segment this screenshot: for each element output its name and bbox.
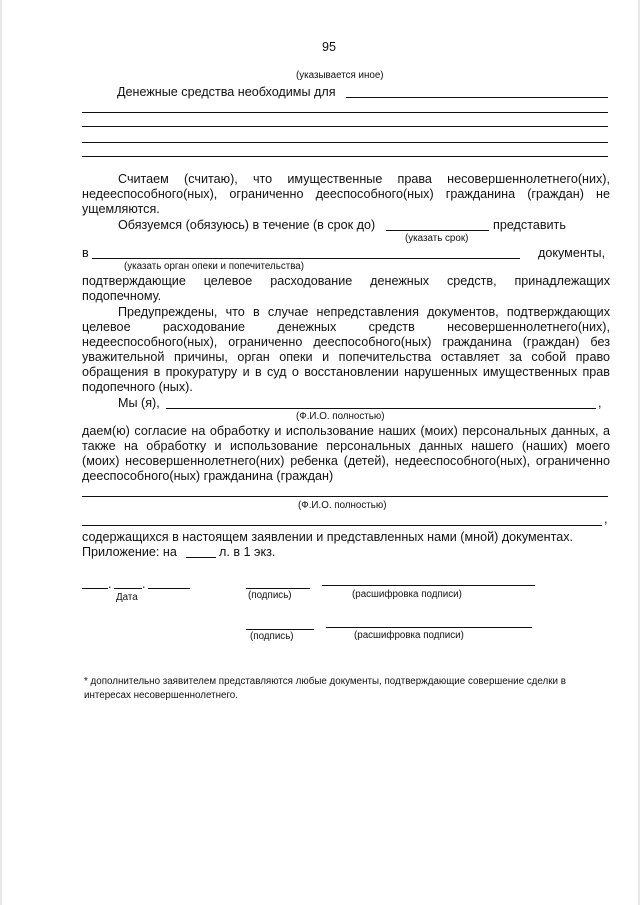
para3-line3: недееспособного(ных), ограниченно дееспособного(ных) гражданина (граждан) без <box>82 335 610 349</box>
signature-label-1: (подпись) <box>248 590 292 601</box>
funds-label: Денежные средства необходимы для <box>117 85 336 99</box>
date-month-line[interactable] <box>114 588 142 589</box>
consent-line4: дееспособного(ных) гражданина (граждан) <box>82 469 334 483</box>
para2-line3: подтверждающие целевое расходование денежных средств, принадлежащих <box>82 274 610 288</box>
docs-word: документы, <box>538 246 606 260</box>
to-prefix: в <box>82 246 89 260</box>
para1-line3: ущемляются. <box>82 202 160 216</box>
fio-hint-1: (Ф.И.О. полностью) <box>296 411 385 422</box>
para2-line4: подопечному. <box>82 289 162 303</box>
commit-text: Обязуемся (обязуюсь) в течение (в срок до) <box>118 218 376 232</box>
attachment-prefix: Приложение: на <box>82 545 177 559</box>
decode-label-2: (расшифровка подписи) <box>354 630 464 641</box>
consent-line2: также на обработку и использование персональных данных нашего (наших) моего <box>82 439 610 453</box>
term-line[interactable] <box>386 230 489 231</box>
funds-purpose-line[interactable] <box>346 97 608 98</box>
decode-line-1[interactable] <box>322 585 535 586</box>
blank-line-4[interactable] <box>82 156 608 157</box>
blank-line-1[interactable] <box>82 112 608 113</box>
commit-present: представить <box>493 218 566 232</box>
signature-line-1[interactable] <box>246 588 310 589</box>
fio-comma-1: , <box>598 396 602 410</box>
footnote-line1: * дополнительно заявителем представляются любые документы, подтверждающие совершение сделки в <box>84 676 566 687</box>
date-year-line[interactable] <box>148 588 190 589</box>
fio-line-2[interactable] <box>82 496 608 497</box>
date-dot-1: . <box>108 577 112 591</box>
para3-line6: подопечного (ных). <box>82 380 193 394</box>
footnote-line2: интересах несовершеннолетнего. <box>84 690 238 701</box>
date-day-line[interactable] <box>82 588 108 589</box>
fio-hint-2: (Ф.И.О. полностью) <box>298 500 387 511</box>
authority-hint: (указать орган опеки и попечительства) <box>124 261 305 272</box>
scan-edge-left <box>0 0 2 905</box>
authority-line[interactable] <box>92 258 520 259</box>
blank-line-3[interactable] <box>82 142 608 143</box>
consent-line3: (моих) несовершеннолетнего(них) ребенка (детей), недееспособного(ных), ограниченно <box>82 454 610 468</box>
note-hint: (указывается иное) <box>296 70 384 81</box>
para1-line2: недееспособного(ных), ограниченно дееспособного(ных) гражданина (граждан) не <box>82 187 610 201</box>
fio-line-1[interactable] <box>166 408 596 409</box>
fio-line-3[interactable] <box>82 525 602 526</box>
blank-line-2[interactable] <box>82 126 608 127</box>
attachment-suffix: л. в 1 экз. <box>219 545 276 559</box>
date-dot-2: . <box>142 577 146 591</box>
contained-text: содержащихся в настоящем заявлении и представленных нами (мной) документах. <box>82 530 574 544</box>
page-number: 95 <box>321 40 336 54</box>
decode-label-1: (расшифровка подписи) <box>352 589 462 600</box>
signature-label-2: (подпись) <box>250 631 294 642</box>
date-label: Дата <box>116 592 138 603</box>
para3-line5: обращения в прокуратуру и в суд о восстановлении нарушенных имущественных прав <box>82 365 610 379</box>
signature-line-2[interactable] <box>246 629 314 630</box>
fio-comma-2: , <box>604 512 608 526</box>
para1-line1: Считаем (считаю), что имущественные права несовершеннолетнего(них), <box>118 172 610 186</box>
para3-line2: целевое расходование денежных средств несовершеннолетнего(них), <box>82 320 610 334</box>
consent-line1: даем(ю) согласие на обработку и использование наших (моих) персональных данных, а <box>82 424 610 438</box>
we-label: Мы (я), <box>118 396 160 410</box>
term-hint: (указать срок) <box>405 233 469 244</box>
attachment-pages-line[interactable] <box>186 557 216 558</box>
decode-line-2[interactable] <box>326 627 532 628</box>
para3-line1: Предупреждены, что в случае непредставления документов, подтверждающих <box>118 305 610 319</box>
para3-line4: уважительной причины, орган опеки и попечительства оставляет за собой право <box>82 350 610 364</box>
